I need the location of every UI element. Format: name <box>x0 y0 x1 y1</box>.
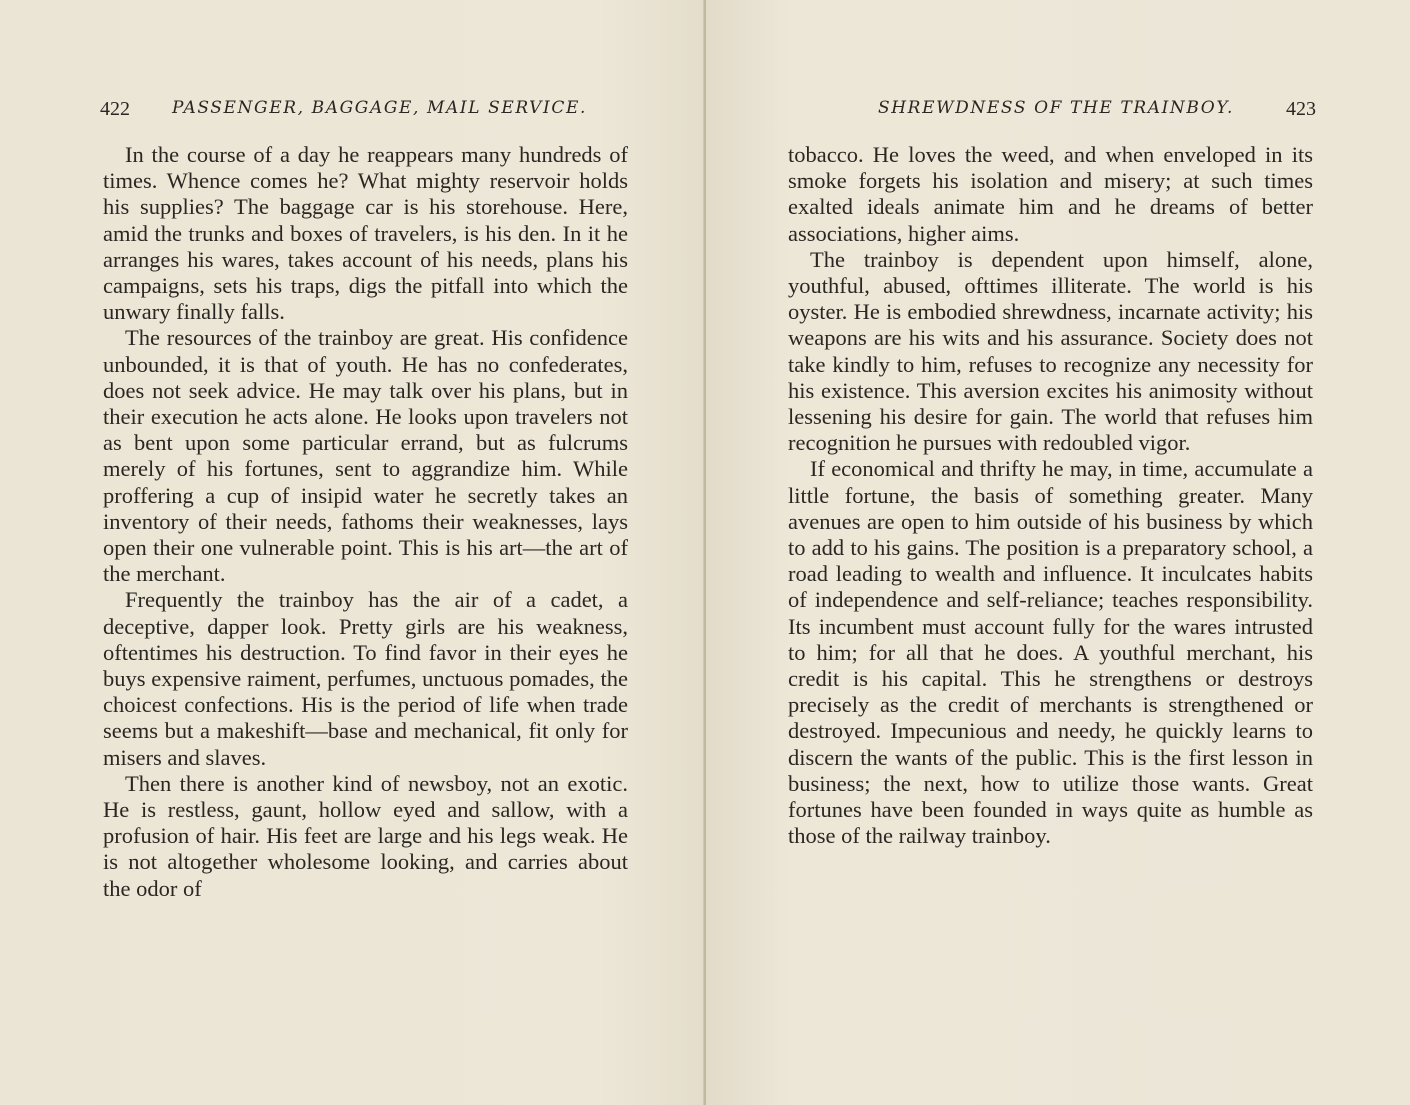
right-page <box>706 0 1410 1105</box>
right-page-number: 423 <box>1286 98 1316 120</box>
right-running-head: SHREWDNESS OF THE TRAINBOY. <box>878 98 1234 118</box>
right-continuation-paragraph: tobacco. He loves the weed, and when enveloped in its smoke forgets his isolation and misery; at such times exalted ideals animate him and he dreams of better associations, higher aims. <box>788 142 1313 246</box>
right-paragraph-1: The trainboy is dependent upon himself, alone, youthful, abused, ofttimes illiterate. The world is his oyster. He is embodied shrewdness, incarnate activity; his weapons are his wits and his assurance. Society does not take kindly to him, refuses to recognize any necessity for his existence. This aversion excites his animosity without lessening his desire for gain. The world that refuses him recognition he pursues with redoubled vigor. <box>788 246 1313 456</box>
right-page-header <box>786 98 1316 126</box>
left-page <box>0 0 704 1105</box>
left-paragraph-2: The resources of the trainboy are great. His confidence unbounded, it is that of youth. He has no confederates, does not seek advice. He may talk over his plans, but in their execution he acts alone. He looks upon travelers not as bent upon some particular errand, but as fulcrums merely of his fortunes, sent to aggrandize him. While proffering a cup of insipid water he secretly takes an inventory of their needs, fathoms their weaknesses, lays open their one vulnerable point. This is his art—the art of the merchant. <box>103 325 628 587</box>
right-paragraph-2: If economical and thrifty he may, in time, accumulate a little fortune, the basis of something greater. Many avenues are open to him outside of his business by which to add to his gains. The position is a preparatory school, a road leading to wealth and influence. It inculcates habits of independence and self-reliance; teaches responsibility. Its incumbent must account fully for the wares intrusted to him; for all that he does. A youthful merchant, his credit is his capital. This he strengthens or destroys precisely as the credit of merchants is strengthened or destroyed. Impecunious and needy, he quickly learns to discern the wants of the public. This is the first lesson in business; the next, how to utilize those wants. Great fortunes have been founded in ways quite as humble as those of the railway trainboy. <box>788 456 1313 849</box>
left-paragraph-3: Frequently the trainboy has the air of a cadet, a deceptive, dapper look. Pretty girls are his weakness, oftentimes his destruction. To find favor in their eyes he buys expensive raiment, perfumes, unctuous pomades, the choicest confections. His is the period of life when trade seems but a makeshift—base and mechanical, fit only for misers and slaves. <box>103 587 628 770</box>
right-page-body <box>788 142 1313 849</box>
left-page-number: 422 <box>100 98 130 120</box>
left-running-head: PASSENGER, BAGGAGE, MAIL SERVICE. <box>172 98 587 118</box>
left-paragraph-1: In the course of a day he reappears many hundreds of times. Whence comes he? What mighty reservoir holds his supplies? The baggage car is his storehouse. Here, amid the trunks and boxes of travelers, is his den. In it he arranges his wares, takes account of his needs, plans his campaigns, sets his traps, digs the pitfall into which the unwary finally falls. <box>103 142 628 325</box>
left-page-body <box>103 142 628 902</box>
left-paragraph-4: Then there is another kind of newsboy, not an exotic. He is restless, gaunt, hollow eyed and sallow, with a profusion of hair. His feet are large and his legs weak. He is not altogether wholesome looking, and carries about the odor of <box>103 770 628 901</box>
left-page-header <box>100 98 630 126</box>
